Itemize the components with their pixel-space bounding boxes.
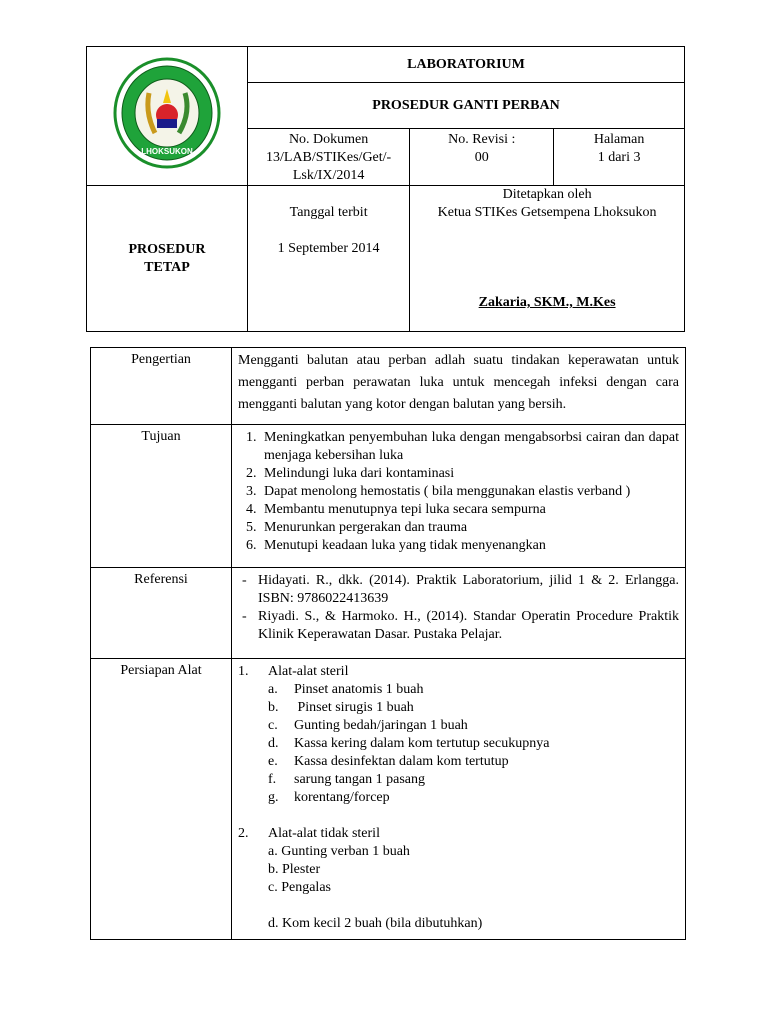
- list-item: b. Pinset sirugis 1 buah: [268, 700, 414, 715]
- definition-text: Mengganti balutan atau perban adlah suatu tindakan keperawatan untuk mengganti perban perawatan luka untuk mencegah infeksi dengan cara mengganti balutan yang kotor dengan balutan yang bersih.: [232, 348, 686, 425]
- revision-value: 00: [474, 150, 489, 165]
- reference-cell: [232, 568, 686, 659]
- list-item: - Riyadi. S., & Harmoko. H., (2014). Standar Operatin Procedure Praktik Klinik Keperawatan Dasar. Pustaka Pelajar.: [258, 608, 679, 644]
- page-value: 1 dari 3: [597, 150, 641, 165]
- list-item: 1. Meningkatkan penyembuhan luka dengan mengabsorbsi cairan dan dapat menjaga kebersihan luka: [260, 429, 679, 465]
- equipment-group-sterile: [238, 663, 679, 681]
- list-item: g. korentang/forcep: [268, 790, 390, 805]
- institution-logo: [87, 53, 247, 173]
- list-item: a. Pinset anatomis 1 buah: [268, 682, 424, 697]
- page-label: Halaman: [593, 132, 645, 147]
- revision-cell: [410, 129, 554, 186]
- signatory-name: Zakaria, SKM., M.Kes: [478, 295, 616, 310]
- list-item: - Hidayati. R., dkk. (2014). Praktik Laboratorium, jilid 1 & 2. Erlangga. ISBN: 9786022413639: [258, 572, 679, 608]
- purpose-list: [238, 429, 679, 555]
- issue-date-cell: [248, 186, 410, 332]
- equipment-group-nonsterile: [238, 825, 679, 843]
- purpose-label: Tujuan: [91, 425, 232, 568]
- header-table: [86, 46, 685, 332]
- list-item: 5. Menurunkan pergerakan dan trauma: [260, 519, 679, 537]
- page-cell: [554, 129, 685, 186]
- doc-number-cell: [248, 129, 410, 186]
- approval-label: Ditetapkan oleh: [502, 187, 592, 202]
- logo-cell: [87, 47, 248, 186]
- content-table: [90, 347, 686, 940]
- group-title: Alat-alat tidak steril: [268, 826, 380, 841]
- list-item: 3. Dapat menolong hemostatis ( bila menggunakan elastis verband ): [260, 483, 679, 501]
- reference-list: [238, 572, 679, 644]
- list-item: c. Pengalas: [268, 880, 331, 895]
- equipment-cell: [232, 659, 686, 940]
- issue-date-value: 1 September 2014: [277, 241, 380, 256]
- document-title: PROSEDUR GANTI PERBAN: [248, 83, 685, 129]
- lab-title: LABORATORIUM: [248, 47, 685, 83]
- doc-number-value: 13/LAB/STIKes/Get/-Lsk/IX/2014: [266, 150, 392, 183]
- sterile-items-list: [238, 681, 679, 807]
- list-item: 2. Melindungi luka dari kontaminasi: [260, 465, 679, 483]
- group-number: 2.: [238, 826, 249, 841]
- issue-date-label: Tanggal terbit: [289, 205, 368, 220]
- list-item: 6. Menutupi keadaan luka yang tidak menyenangkan: [260, 537, 679, 555]
- logo-text: LHOKSUKON: [141, 147, 193, 156]
- list-item: d. Kom kecil 2 buah (bila dibutuhkan): [268, 916, 483, 931]
- list-item: c. Gunting bedah/jaringan 1 buah: [268, 718, 468, 733]
- doc-number-label: No. Dokumen: [288, 132, 369, 147]
- list-item: d. Kassa kering dalam kom tertutup secukupnya: [268, 736, 550, 751]
- list-item: a. Gunting verban 1 buah: [268, 844, 410, 859]
- approval-role: Ketua STIKes Getsempena Lhoksukon: [437, 205, 657, 220]
- reference-label: Referensi: [91, 568, 232, 659]
- list-item: 4. Membantu menutupnya tepi luka secara sempurna: [260, 501, 679, 519]
- list-item: f. sarung tangan 1 pasang: [268, 772, 426, 787]
- purpose-cell: [232, 425, 686, 568]
- definition-label: Pengertian: [91, 348, 232, 425]
- procedure-label: PROSEDUR TETAP: [128, 241, 206, 275]
- equipment-label: Persiapan Alat: [91, 659, 232, 940]
- approval-cell: [410, 186, 685, 332]
- list-item: b. Plester: [268, 862, 321, 877]
- procedure-cell: [87, 186, 248, 332]
- group-title: Alat-alat steril: [268, 664, 349, 679]
- list-item: e. Kassa desinfektan dalam kom tertutup: [268, 754, 509, 769]
- group-number: 1.: [238, 664, 249, 679]
- revision-label: No. Revisi :: [448, 132, 516, 147]
